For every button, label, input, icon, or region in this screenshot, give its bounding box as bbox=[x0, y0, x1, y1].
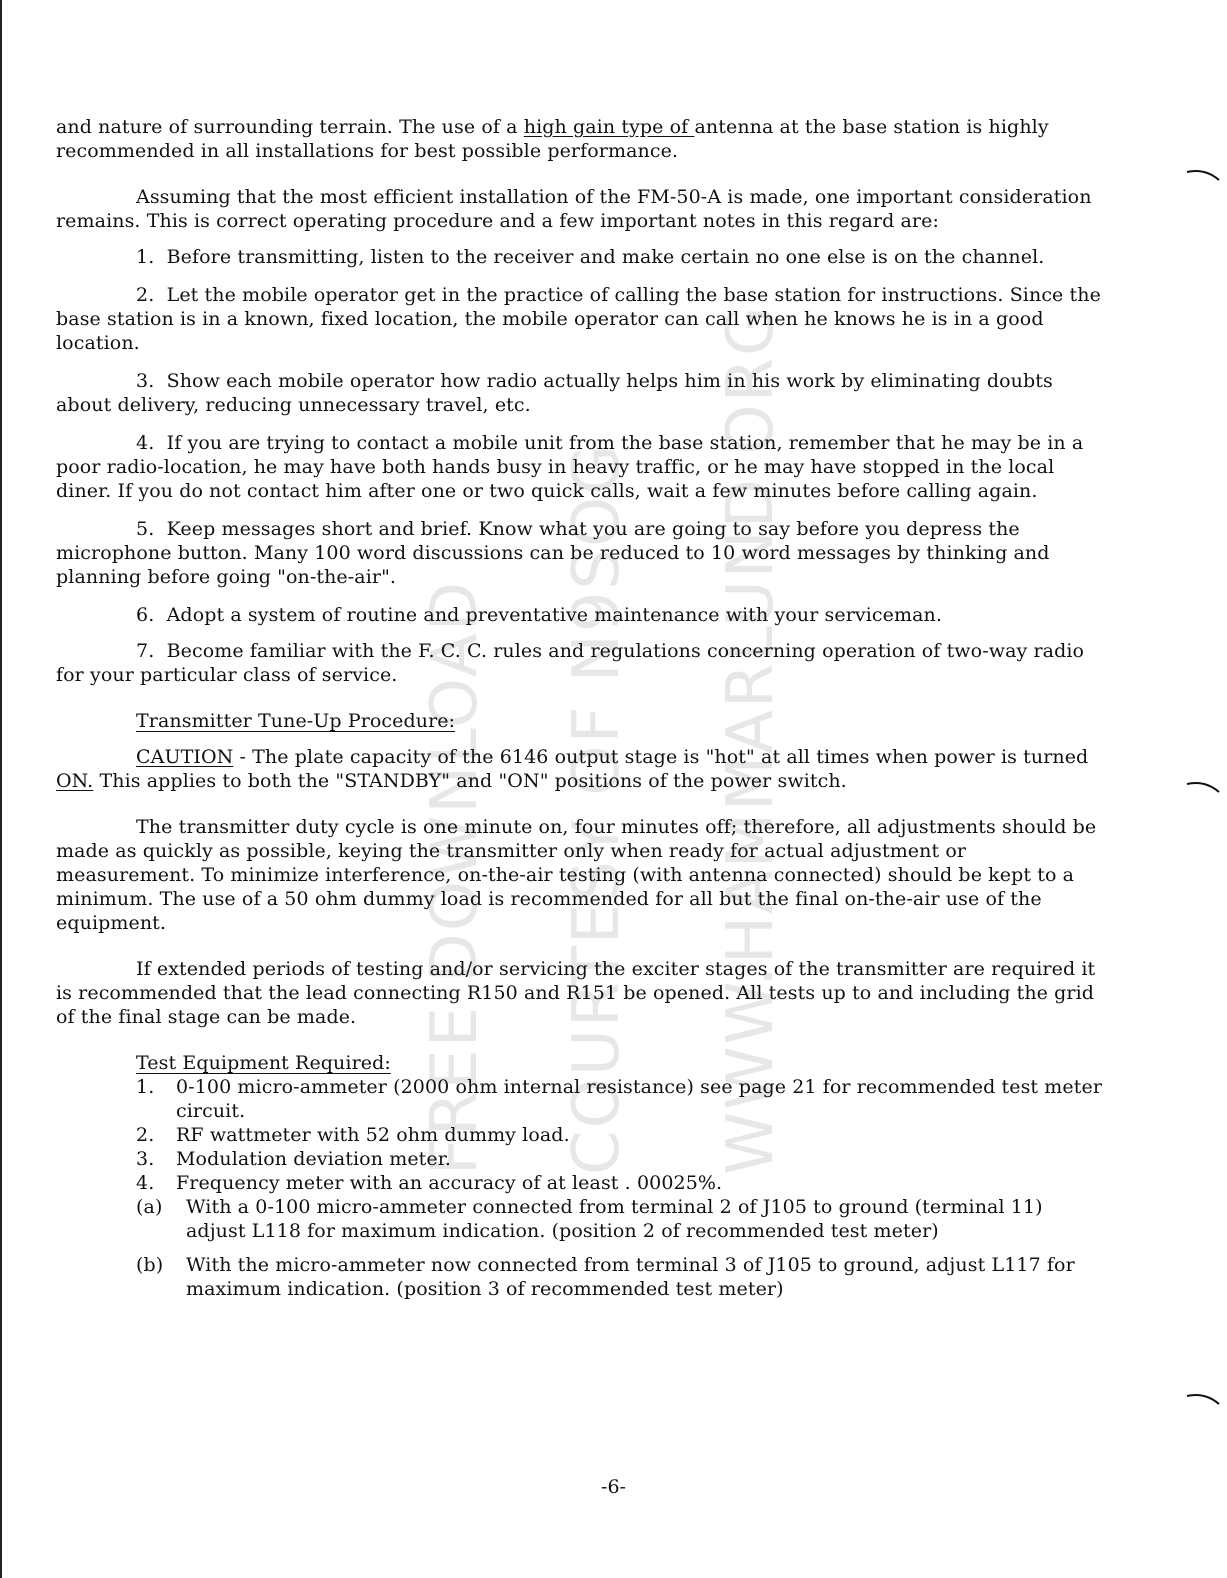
equipment-heading-line bbox=[56, 1051, 1106, 1075]
watermark-line-3: WWW.HAMMARLUND.ORG bbox=[714, 304, 788, 1175]
page-number: -6- bbox=[601, 1476, 626, 1498]
list-item-text: Frequency meter with an accuracy of at least . 00025%. bbox=[176, 1172, 723, 1194]
note-number: 7. bbox=[136, 640, 155, 662]
caution-text-a: - The plate capacity of the 6146 output stage is "hot" at all times when power is turned bbox=[233, 746, 1089, 768]
note-1 bbox=[56, 245, 1106, 269]
step-text: With the micro-ammeter now connected from terminal 3 of J105 to ground, adjust L117 for maximum indication. (position 3 of recommended test meter) bbox=[186, 1254, 1075, 1300]
list-item-number: 1. bbox=[136, 1076, 155, 1098]
list-item-number: 3. bbox=[136, 1148, 155, 1170]
note-7 bbox=[56, 639, 1106, 687]
intro-underlined-text: high gain type of bbox=[523, 116, 695, 138]
list-item-text: Modulation deviation meter. bbox=[176, 1148, 451, 1170]
note-number: 6. bbox=[136, 604, 155, 626]
margin-tick-mark bbox=[1185, 168, 1221, 182]
note-text: Adopt a system of routine and preventative maintenance with your serviceman. bbox=[166, 604, 943, 626]
procedure-steps bbox=[56, 1195, 1106, 1301]
caution-label: CAUTION bbox=[136, 746, 234, 768]
margin-tick-mark bbox=[1185, 780, 1221, 794]
list-item bbox=[56, 1123, 1106, 1147]
list-item-number: 4. bbox=[136, 1172, 155, 1194]
note-text: If you are trying to contact a mobile unit from the base station, remember that he may be in a poor radio-location, he may have both hands busy in heavy traffic, or he may have stopped in the local diner. If you do not contact him after one or two quick calls, wait a few minutes before calling again. bbox=[56, 432, 1084, 502]
tuneup-heading-line bbox=[56, 709, 1106, 733]
note-text: Let the mobile operator get in the practice of calling the base station for instructions. Since the base station is in a known, fixed location, the mobile operator can call when he knows he is in a good location. bbox=[56, 284, 1101, 354]
note-text: Keep messages short and brief. Know what you are going to say before you depress the microphone button. Many 100 word discussions can be reduced to 10 word messages by thinking and planning before going "on-the-air". bbox=[56, 518, 1050, 588]
list-item-number: 2. bbox=[136, 1124, 155, 1146]
note-3 bbox=[56, 369, 1106, 417]
intro-text-a: and nature of surrounding terrain. The use of a bbox=[56, 116, 524, 138]
list-item bbox=[56, 1253, 1106, 1301]
duty-cycle-paragraph: The transmitter duty cycle is one minute on, four minutes off; therefore, all adjustments should be made as quickly as possible, keying the transmitter only when ready for actual adjustment or measurement. To minimize interference, on-the-air testing (with antenna connected) should be kept to a minimum. The use of a 50 ohm dummy load is recommended for all but the final on-the-air use of the equipment. bbox=[56, 816, 1097, 934]
note-text: Become familiar with the F. C. C. rules and regulations concerning operation of two-way radio for your particular class of service. bbox=[56, 640, 1085, 686]
step-text: With a 0-100 micro-ammeter connected from terminal 2 of J105 to ground (terminal 11) adjust L118 for maximum indication. (position 2 of recommended test meter) bbox=[186, 1196, 1043, 1242]
list-item bbox=[56, 1195, 1106, 1243]
tuneup-heading: Transmitter Tune-Up Procedure: bbox=[136, 710, 456, 732]
intro-paragraph bbox=[56, 115, 1106, 163]
list-item-text: RF wattmeter with 52 ohm dummy load. bbox=[176, 1124, 570, 1146]
note-text: Show each mobile operator how radio actually helps him in his work by eliminating doubts about delivery, reducing unnecessary travel, etc. bbox=[56, 370, 1053, 416]
note-number: 4. bbox=[136, 432, 155, 454]
note-6 bbox=[56, 603, 1106, 627]
step-label: (a) bbox=[136, 1196, 163, 1218]
note-number: 3. bbox=[136, 370, 155, 392]
list-item bbox=[56, 1171, 1106, 1195]
note-4 bbox=[56, 431, 1106, 503]
caution-paragraph bbox=[56, 745, 1106, 793]
document-body bbox=[56, 115, 1106, 1301]
note-number: 1. bbox=[136, 246, 155, 268]
margin-tick-mark bbox=[1185, 1392, 1221, 1406]
extended-testing-paragraph: If extended periods of testing and/or servicing the exciter stages of the transmitter are required it is recommended that the lead connecting R150 and R151 be opened. All tests up to and including the grid of the final stage can be made. bbox=[56, 958, 1096, 1028]
caution-on-text: ON. bbox=[56, 770, 94, 792]
list-item bbox=[56, 1147, 1106, 1171]
equipment-list bbox=[56, 1075, 1106, 1195]
list-item-text: 0-100 micro-ammeter (2000 ohm internal resistance) see page 21 for recommended test meter circuit. bbox=[176, 1076, 1103, 1122]
note-number: 2. bbox=[136, 284, 155, 306]
equipment-heading: Test Equipment Required: bbox=[136, 1052, 391, 1074]
caution-text-b: This applies to both the "STANDBY" and "ON" positions of the power switch. bbox=[93, 770, 847, 792]
page-edge-rule bbox=[0, 0, 2, 1578]
list-item bbox=[56, 1075, 1106, 1123]
note-number: 5. bbox=[136, 518, 155, 540]
watermark-line-1: FREE DOWNLOAD bbox=[418, 580, 492, 1175]
step-label: (b) bbox=[136, 1254, 164, 1276]
note-5 bbox=[56, 517, 1106, 589]
note-text: Before transmitting, listen to the receiver and make certain no one else is on the channel. bbox=[166, 246, 1045, 268]
watermark-line-2: COURTESY OF N9SOG bbox=[560, 442, 634, 1175]
intro-text-b: antenna at the base station is highly recommended in all installations for best possible performance. bbox=[56, 116, 1049, 162]
assuming-paragraph: Assuming that the most efficient installation of the FM-50-A is made, one important consideration remains. This is correct operating procedure and a few important notes in this regard are: bbox=[56, 186, 1092, 232]
note-2 bbox=[56, 283, 1106, 355]
